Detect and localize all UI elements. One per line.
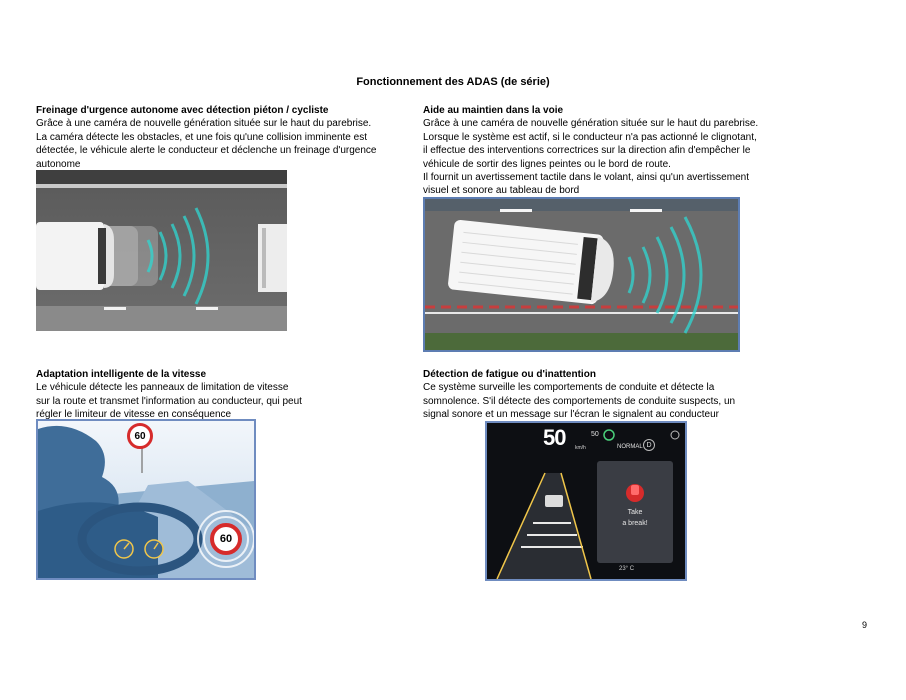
section-heading: Freinage d'urgence autonome avec détection piéton / cycliste — [36, 105, 329, 116]
section-fatigue-detection — [423, 368, 803, 422]
section-line: détectée, le véhicule alerte le conducteur et déclenche un freinage d'urgence — [36, 145, 377, 157]
section-line: somnolence. S'il détecte des comportements de conduite suspects, un — [423, 395, 736, 407]
section-heading: Adaptation intelligente de la vitesse — [36, 369, 207, 380]
speed-limit-value: 60 — [134, 430, 146, 442]
section-line: signal sonore et un message sur l'écran le signalent au conducteur — [423, 409, 719, 421]
section-line: régler le limiteur de vitesse en conséquence — [36, 409, 232, 421]
dash-limit-small: 50 — [591, 431, 599, 438]
section-heading: Aide au maintien dans la voie — [423, 105, 564, 116]
speed-adaptation-illustration — [36, 419, 256, 580]
fatigue-detection-dashboard — [485, 421, 687, 581]
dash-mode: NORMAL — [617, 444, 643, 450]
section-line: il effectue des interventions correctrices sur la direction afin d'empêcher le — [423, 145, 751, 157]
section-line: La caméra détecte les obstacles, et une fois qu'une collision imminente est — [36, 131, 367, 143]
dash-gear — [643, 439, 655, 451]
dash-alert-line1: Take — [627, 509, 643, 516]
dashboard-speed-limit-value: 60 — [219, 533, 233, 545]
section-line: sur la route et transmet l'information au conducteur, qui peut — [36, 395, 302, 407]
dashboard-speed-limit-sign — [210, 523, 242, 555]
emergency-braking-illustration — [36, 170, 287, 331]
dash-speed-unit: km/h — [575, 445, 586, 451]
dash-temperature: 23° C — [619, 566, 635, 572]
dash-gear-value: D — [646, 442, 652, 449]
section-speed-adaptation — [36, 368, 416, 422]
section-line: Grâce à une caméra de nouvelle génération située sur le haut du parebrise. — [36, 118, 372, 130]
section-line: véhicule de sortir des lignes peintes ou le bord de route. — [423, 158, 671, 170]
page-number: 9 — [862, 620, 868, 630]
section-heading: Détection de fatigue ou d'inattention — [423, 369, 596, 380]
section-emergency-braking — [36, 104, 416, 171]
section-line: Le véhicule détecte les panneaux de limitation de vitesse — [36, 382, 289, 394]
dash-alert-line2: a break! — [622, 520, 648, 527]
section-line: autonome — [36, 158, 81, 170]
section-line: Grâce à une caméra de nouvelle génération située sur le haut du parebrise. — [423, 118, 759, 130]
section-line: visuel et sonore au tableau de bord — [423, 185, 580, 197]
section-line: Lorsque le système est actif, si le conducteur n'a pas actionné le clignotant, — [423, 131, 757, 143]
section-line: Ce système surveille les comportements de conduite et détecte la — [423, 382, 715, 394]
section-line: Il fournit un avertissement tactile dans le volant, ainsi qu'un avertissement — [423, 172, 749, 184]
page-title: Fonctionnement des ADAS (de série) — [356, 76, 550, 88]
lane-keeping-illustration — [423, 197, 740, 352]
speed-limit-sign — [127, 423, 153, 449]
dash-speed: 50 — [543, 425, 566, 450]
section-lane-keeping — [423, 104, 803, 198]
